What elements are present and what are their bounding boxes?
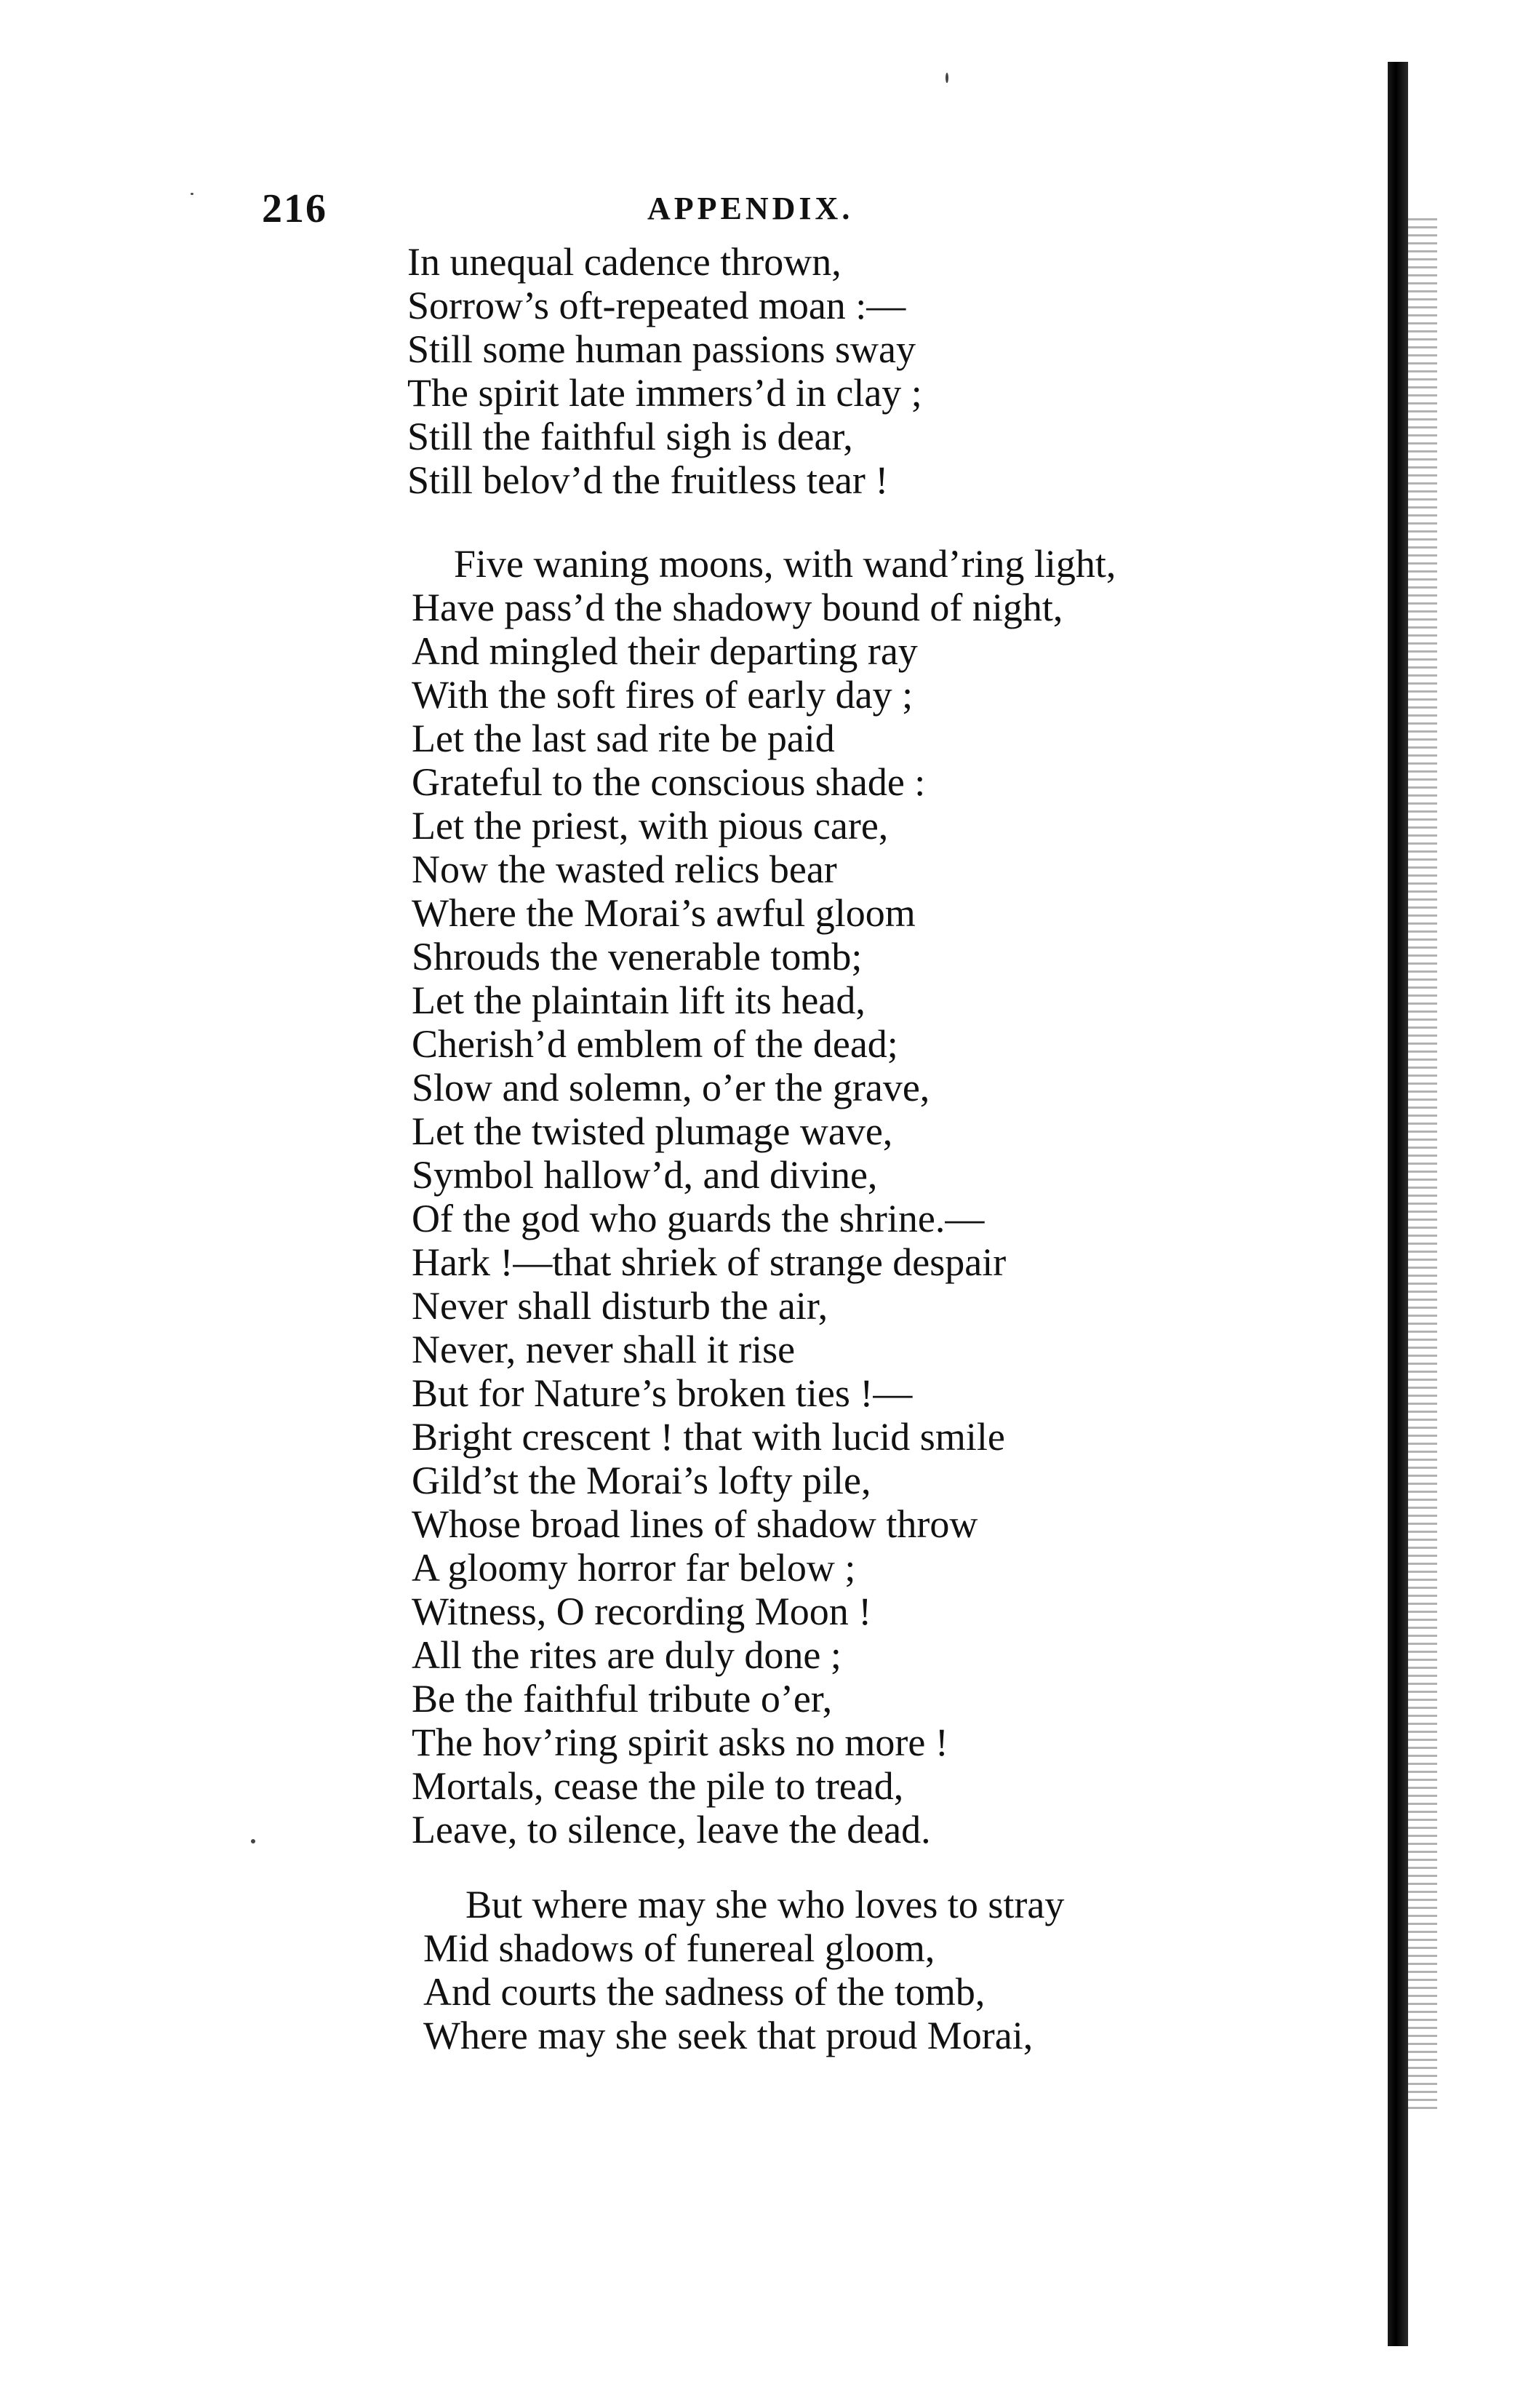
stanza-1 [407, 240, 922, 502]
verse-line: Never shall disturb the air, [412, 1284, 828, 1328]
verse-line: Still the faithful sigh is dear, [407, 415, 853, 458]
verse-line: Let the plaintain lift its head, [412, 978, 866, 1022]
verse-line: The hov’ring spirit asks no more ! [412, 1721, 948, 1764]
ink-speck [946, 73, 948, 83]
verse-line: Leave, to silence, leave the dead. [412, 1808, 931, 1851]
verse-line: Still some human passions sway [407, 327, 916, 371]
verse-line: Let the last sad rite be paid [412, 717, 835, 760]
verse-line: Mid shadows of funereal gloom, [423, 1926, 935, 1970]
page-header [262, 186, 1280, 236]
binding-texture [1408, 218, 1437, 2110]
verse-line: Still belov’d the fruitless tear ! [407, 458, 889, 502]
ink-speck [251, 1839, 255, 1843]
verse-line: In unequal cadence thrown, [407, 240, 842, 284]
ink-speck [191, 193, 193, 195]
verse-line: Let the twisted plumage wave, [412, 1109, 893, 1153]
verse-line: Where the Morai’s awful gloom [412, 891, 916, 935]
verse-line: Gild’st the Morai’s lofty pile, [412, 1459, 871, 1502]
verse-line: But for Nature’s broken ties !— [412, 1371, 913, 1415]
stanza-3 [423, 1883, 1064, 2057]
verse-line: Let the priest, with pious care, [412, 804, 889, 848]
verse-line: Sorrow’s oft-repeated moan :— [407, 284, 906, 327]
verse-line: A gloomy horror far below ; [412, 1546, 856, 1590]
verse-line: Grateful to the conscious shade : [412, 760, 926, 804]
verse-line: Symbol hallow’d, and divine, [412, 1153, 878, 1197]
running-head: APPENDIX. [647, 191, 854, 226]
stanza-2 [412, 542, 1116, 1851]
page-number: 216 [262, 186, 327, 231]
verse-line: And courts the sadness of the tomb, [423, 1970, 986, 2014]
verse-line: Bright crescent ! that with lucid smile [412, 1415, 1005, 1459]
verse-line: Have pass’d the shadowy bound of night, [412, 586, 1063, 629]
verse-line: And mingled their departing ray [412, 629, 918, 673]
verse-line: Witness, O recording Moon ! [412, 1590, 872, 1633]
verse-line: Slow and solemn, o’er the grave, [412, 1066, 930, 1109]
verse-line: Hark !—that shriek of strange despair [412, 1240, 1007, 1284]
verse-line: Never, never shall it rise [412, 1328, 796, 1371]
verse-line: Be the faithful tribute o’er, [412, 1677, 833, 1721]
verse-line: All the rites are duly done ; [412, 1633, 842, 1677]
verse-line: Now the wasted relics bear [412, 848, 837, 891]
verse-line: Shrouds the venerable tomb; [412, 935, 863, 978]
verse-line: With the soft fires of early day ; [412, 673, 914, 717]
verse-line: But where may she who loves to stray [465, 1883, 1065, 1926]
verse-line: The spirit late immers’d in clay ; [407, 371, 922, 415]
verse-line: Cherish’d emblem of the dead; [412, 1022, 898, 1066]
verse-line: Five waning moons, with wand’ring light, [454, 542, 1116, 586]
verse-line: Mortals, cease the pile to tread, [412, 1764, 904, 1808]
verse-line: Whose broad lines of shadow throw [412, 1502, 978, 1546]
verse-line: Of the god who guards the shrine.— [412, 1197, 985, 1240]
verse-line: Where may she seek that proud Morai, [423, 2014, 1034, 2057]
binding-edge [1388, 62, 1408, 2346]
